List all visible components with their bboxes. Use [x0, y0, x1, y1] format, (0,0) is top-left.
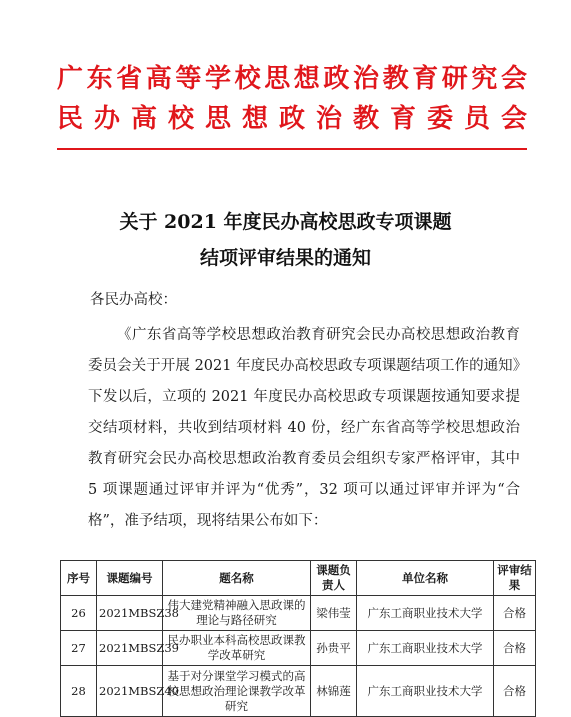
header-project-code: 课题编号: [97, 561, 163, 596]
cell-project-title: 伟大建党精神融入思政课的理论与路径研究: [163, 596, 311, 631]
cell-project-leader: 梁伟莹: [311, 596, 357, 631]
body-paragraph: 《广东省高等学校思想政治教育研究会民办高校思想政治教育委员会关于开展 2021 年度民办高校思政专项课题结项工作的通知》下发以后，立项的 2021 年度民办高校思政专项课题按通知要求提交结项材料，共收到结项材料 40 份，经广东省高等学校思想政治教育研究会民办高校思想政治教育委员会组织专家严格评审，其中 5 项课题通过评审并评为“优秀”，32 项可以通过评审并评为“合格”，准予结项，现将结果公布如下：: [88, 327, 520, 529]
header-index: 序号: [61, 561, 97, 596]
cell-index: 27: [61, 631, 97, 666]
cell-project-leader: 孙贵平: [311, 631, 357, 666]
cell-project-leader: 林锦莲: [311, 666, 357, 717]
cell-index: 28: [61, 666, 97, 717]
cell-review-result: 合格: [494, 631, 536, 666]
cell-index: 26: [61, 596, 97, 631]
cell-institution: 广东工商职业技术大学: [357, 596, 494, 631]
header-project-title: 题名称: [163, 561, 311, 596]
cell-project-code: 2021MBSZ40: [97, 666, 163, 717]
results-table-wrap: [60, 560, 535, 717]
cell-review-result: 合格: [494, 596, 536, 631]
cell-project-code: 2021MBSZ39: [97, 631, 163, 666]
cell-project-code: 2021MBSZ38: [97, 596, 163, 631]
table-row: [61, 666, 536, 717]
cell-project-title: 民办职业本科高校思政课教学改革研究: [163, 631, 311, 666]
org-header-line-2: 民办高校思想政治教育委员会: [57, 104, 527, 134]
table-header-row: [61, 561, 536, 596]
notice-title-line-2: 结项评审结果的通知: [199, 247, 371, 269]
cell-project-title: 基于对分课堂学习模式的高校思想政治理论课教学改革研究: [163, 666, 311, 717]
cell-institution: 广东工商职业技术大学: [357, 666, 494, 717]
cell-institution: 广东工商职业技术大学: [357, 631, 494, 666]
cell-review-result: 合格: [494, 666, 536, 717]
header-review-result: 评审结果: [494, 561, 536, 596]
header-red-rule: [57, 148, 527, 150]
org-header-line-1: 广东省高等学校思想政治教育研究会: [57, 64, 527, 94]
results-table: [60, 560, 536, 717]
header-institution: 单位名称: [357, 561, 494, 596]
header-project-leader: 课题负责人: [311, 561, 357, 596]
table-row: [61, 631, 536, 666]
notice-title-line-1: 关于 2021 年度民办高校思政专项课题: [119, 211, 452, 233]
salutation: 各民办高校：: [90, 292, 177, 308]
table-row: [61, 596, 536, 631]
